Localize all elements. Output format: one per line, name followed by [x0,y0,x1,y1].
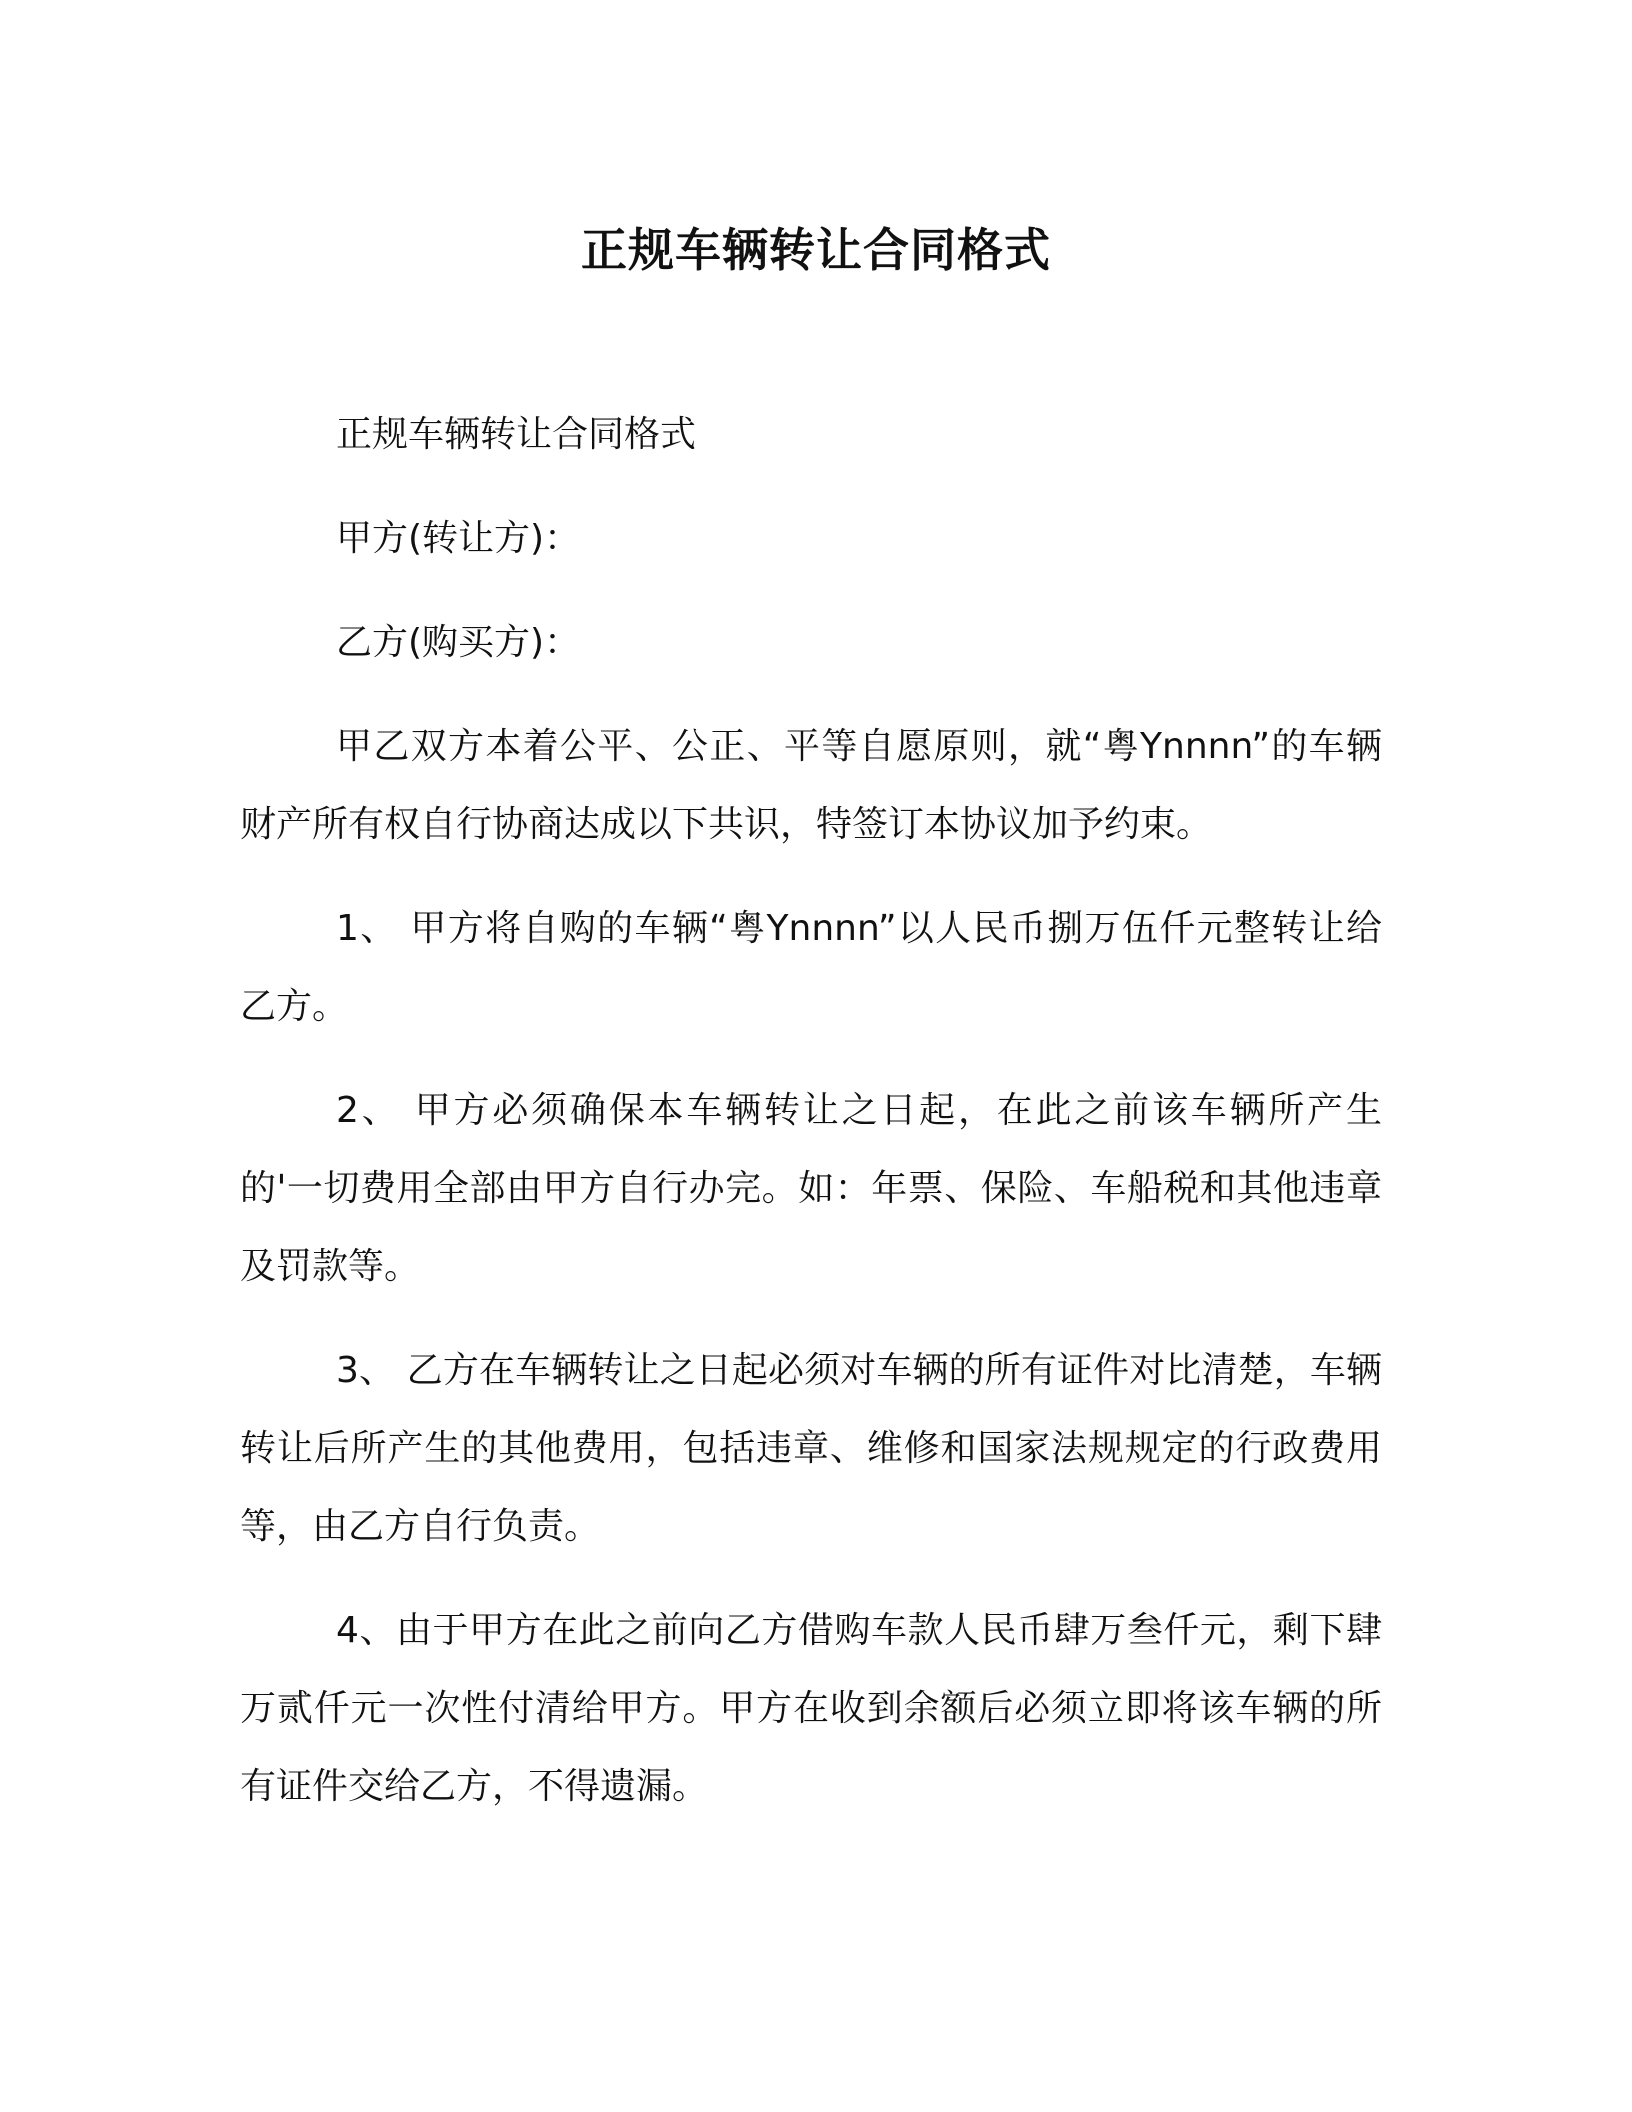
party-b-line: 乙方(购买方)： [336,622,581,663]
subtitle-paragraph: 正规车辆转让合同格式 [336,414,697,455]
clause-4: 4、由于甲方在此之前向乙方借购车款人民币肆万叁仟元，剩下肆万贰仟元一次性付清给甲方。甲方在收到余额后必须立即将该车辆的所有证件交给乙方，不得遗漏。 [240,1610,1382,1807]
document-body [240,396,1382,1852]
preamble-paragraph: 甲乙双方本着公平、公正、平等自愿原则，就“粤Ynnnn”的车辆财产所有权自行协商达成以下共识，特签订本协议加予约束。 [240,726,1382,845]
clause-1: 1、 甲方将自购的车辆“粤Ynnnn”以人民币捌万伍仟元整转让给乙方。 [240,908,1382,1027]
clause-3: 3、 乙方在车辆转让之日起必须对车辆的所有证件对比清楚，车辆转让后所产生的其他费用，包括违章、维修和国家法规规定的行政费用等，由乙方自行负责。 [240,1350,1382,1547]
party-a-line: 甲方(转让方)： [336,518,581,559]
document-title: 正规车辆转让合同格式 [581,223,1051,277]
clause-2: 2、 甲方必须确保本车辆转让之日起，在此之前该车辆所产生的'一切费用全部由甲方自行办完。如：年票、保险、车船税和其他违章及罚款等。 [240,1090,1382,1287]
